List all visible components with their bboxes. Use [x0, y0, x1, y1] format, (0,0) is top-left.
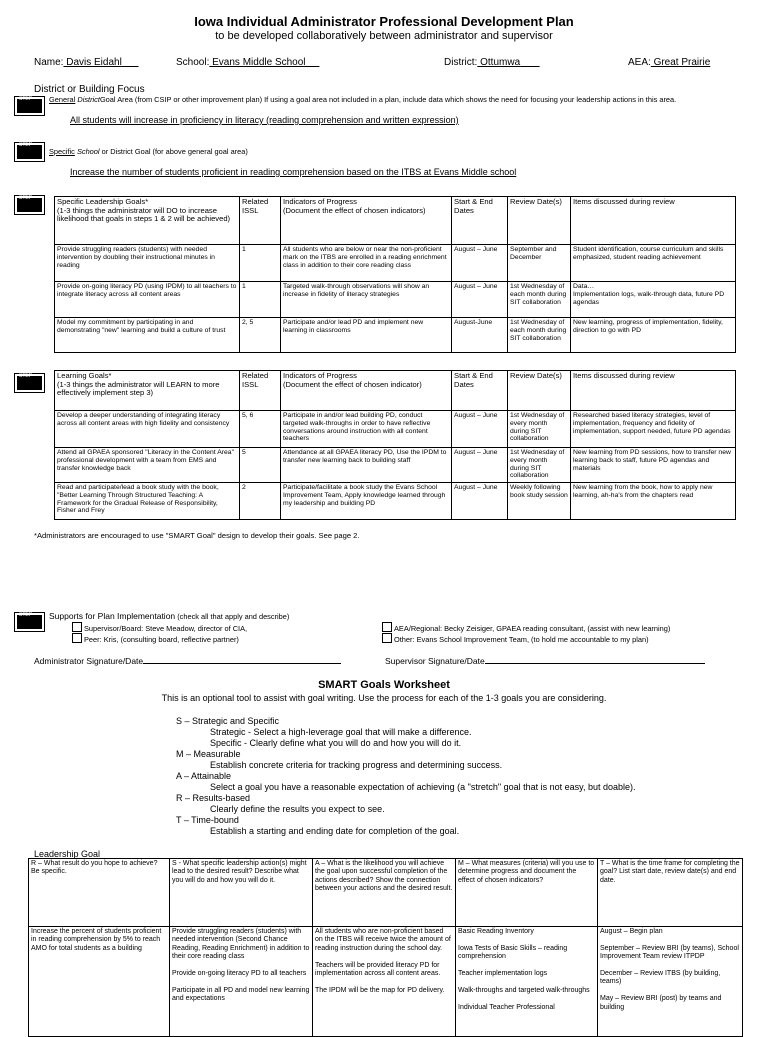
support-label: Other: Evans School Improvement Team, (to hold me accountable to my plan)	[394, 635, 649, 644]
smart-line-a: A – Attainable	[176, 771, 232, 781]
table-row	[55, 245, 736, 282]
table-row	[55, 411, 736, 448]
table-cell: Data… Implementation logs, walk-through data, future PD agendas	[571, 282, 736, 318]
learning-goals-table	[54, 370, 736, 520]
aea-field	[628, 57, 710, 68]
goal1-value: All students will increase in proficiency in literacy (reading comprehension and written expression)	[70, 115, 459, 125]
table-cell: August – June	[452, 245, 508, 282]
support-other[interactable]	[382, 633, 649, 644]
table-cell: Attend all GPAEA sponsored "Literacy in the Content Area" professional development with a team from EMS and transfer knowledge back	[55, 448, 240, 483]
table-cell: Targeted walk-through observations will show an increase in fidelity of literacy strategies	[281, 282, 452, 318]
step-marker-3: STEP	[15, 196, 44, 214]
table-row	[55, 483, 736, 520]
smart-intro: This is an optional tool to assist with goal writing. Use the process for each of the 1-3 goals you are considering.	[161, 693, 607, 703]
table-cell: New learning, progress of implementation, fidelity, direction to go with PD	[571, 318, 736, 353]
smart-line-r: R – Results-based	[176, 793, 251, 803]
header-cell: Related ISSL	[240, 371, 281, 411]
table-cell: Provide struggling readers (students) with needed intervention by doubling their instructional minutes in reading	[55, 245, 240, 282]
smart-line-timebound: Establish a starting and ending date for completion of the goal.	[210, 826, 460, 836]
document-subtitle: to be developed collaboratively between administrator and supervisor	[215, 30, 553, 42]
table-cell: All students who are below or near the non-proficient mark on the ITBS are enrolled in a reading enrichment class in addition to their core reading class	[281, 245, 452, 282]
table-cell: Student identification, course curriculum and skills emphasized, student reading achievement	[571, 245, 736, 282]
table-cell: August – June	[452, 483, 508, 520]
smart-line-s: S – Strategic and Specific	[176, 716, 280, 726]
other-checkbox[interactable]	[382, 633, 392, 643]
header-cell: Review Date(s)	[508, 371, 571, 411]
support-label: Supervisor/Board: Steve Meadow, director of CIA,	[84, 624, 248, 633]
name-field	[34, 57, 138, 68]
goal2-value: Increase the number of students proficient in reading comprehension based on the ITBS at Evans Middle school	[70, 167, 517, 177]
table-cell: August – June	[452, 282, 508, 318]
header-cell: Items discussed during review	[571, 197, 736, 245]
goal2-italic: School	[74, 147, 100, 156]
smart-worksheet-title: SMART Goals Worksheet	[318, 679, 450, 691]
table-cell: 2, 5	[240, 318, 281, 353]
support-peer[interactable]	[72, 633, 239, 644]
name-label: Name:	[34, 57, 64, 68]
table-cell: Read and participate/lead a book study with the book, "Better Learning Through Structured Teaching: A Framework for the Gradual Release of Responsibility, Fisher and Frey	[55, 483, 240, 520]
smart-line-m: M – Measurable	[176, 749, 241, 759]
header-cell: Start & End Dates	[452, 371, 508, 411]
admin-signature-label: Administrator Signature/Date	[34, 656, 144, 666]
table-cell: Participate and/or lead PD and implement new learning in classrooms	[281, 318, 452, 353]
table-header-row	[29, 859, 743, 927]
goal2-text: or District Goal (for above general goal area)	[99, 147, 248, 156]
focus-heading: District or Building Focus	[34, 84, 145, 95]
smart-line-results: Clearly define the results you expect to see.	[210, 804, 385, 814]
table-cell: Basic Reading Inventory Iowa Tests of Basic Skills – reading comprehension Teacher implementation logs Walk-throughs and targeted walk-throughs Individual Teacher Professional	[456, 927, 598, 1037]
table-cell: 2	[240, 483, 281, 520]
header-cell: T – What is the time frame for completing the goal? List start date, review date(s) and end date.	[598, 859, 743, 927]
smart-line-strategic: Strategic - Select a high-leverage goal that will make a difference.	[210, 727, 472, 737]
table-row	[55, 448, 736, 483]
school-label: School:	[176, 57, 210, 68]
goal1-description	[49, 96, 729, 105]
smart-line-attainable: Select a goal you have a reasonable expectation of achieving (a "stretch" goal that is not easy, but doable).	[210, 782, 636, 792]
header-cell: R – What result do you hope to achieve? Be specific.	[29, 859, 170, 927]
document-title: Iowa Individual Administrator Professional Development Plan	[194, 14, 574, 29]
support-label: AEA/Regional: Becky Zeisiger, GPAEA reading consultant, (assist with new learning)	[394, 624, 671, 633]
table-cell: 1st Wednesday of every month during SIT collaboration	[508, 448, 571, 483]
district-value: Ottumwa	[477, 57, 521, 68]
goal1-label: General	[49, 95, 76, 104]
table-cell: New learning from the book, how to apply new learning, ah-ha's from the chapters read	[571, 483, 736, 520]
table-cell: 1st Wednesday of each month during SIT collaboration	[508, 282, 571, 318]
table-cell: August – June	[452, 411, 508, 448]
header-cell: Review Date(s)	[508, 197, 571, 245]
goal2-description	[49, 148, 729, 157]
school-field	[176, 57, 319, 68]
smart-line-t: T – Time-bound	[176, 815, 239, 825]
table-cell: 1st Wednesday of each month during SIT collaboration	[508, 318, 571, 353]
step-marker-4: STEP	[15, 374, 44, 392]
table-cell: September and December	[508, 245, 571, 282]
name-value: Davis Eidahl	[63, 57, 122, 68]
supervisor-signature-line	[385, 656, 705, 666]
header-cell: S - What specific leadership action(s) might lead to the desired result? Describe what you will do and how you will do it.	[170, 859, 313, 927]
goal2-label: Specific	[49, 147, 75, 156]
header-cell: Related ISSL	[240, 197, 281, 245]
table-row	[55, 282, 736, 318]
support-label: Peer: Kris, (consulting board, reflective partner)	[84, 635, 239, 644]
table-row	[29, 927, 743, 1037]
support-supervisor[interactable]	[72, 622, 247, 633]
supports-heading: Supports for Plan Implementation	[49, 611, 176, 621]
goal1-italic: District	[75, 95, 100, 104]
table-cell: Weekly following book study session	[508, 483, 571, 520]
goal1-text: Goal Area (from CSIP or other improvement plan) If using a goal area not included in a plan, include data which shows the need for focusing your leadership actions in this area.	[99, 95, 677, 104]
table-cell: Develop a deeper understanding of integrating literacy across all content areas with high fidelity and consistency	[55, 411, 240, 448]
admin-signature-line	[34, 656, 341, 666]
supervisor-checkbox[interactable]	[72, 622, 82, 632]
header-cell: A – What is the likelihood you will achieve the goal upon successful completion of the actions described? Show the connection between your actions and the desired result.	[313, 859, 456, 927]
table-cell: 1	[240, 282, 281, 318]
smart-line-measurable: Establish concrete criteria for tracking progress and determining success.	[210, 760, 503, 770]
supervisor-signature-label: Supervisor Signature/Date	[385, 656, 485, 666]
leadership-goals-table	[54, 196, 736, 353]
table-cell: Attendance at all GPAEA literacy PD, Use the IPDM to transfer new learning back to building staff	[281, 448, 452, 483]
supports-heading-note: (check all that apply and describe)	[175, 612, 290, 621]
table-cell: August – June	[452, 448, 508, 483]
step-marker-1: STEP	[15, 97, 44, 115]
table-cell: August-June	[452, 318, 508, 353]
table-cell: 1st Wednesday of every month during SIT collaboration	[508, 411, 571, 448]
support-aea[interactable]	[382, 622, 670, 633]
table-cell: Participate in and/or lead building PD, conduct targeted walk-throughs in order to have reflective conversations around instruction with all content teachers	[281, 411, 452, 448]
header-cell: Items discussed during review	[571, 371, 736, 411]
leadership-goal-heading: Leadership Goal	[34, 849, 101, 859]
header-cell: Indicators of Progress (Document the effect of chosen indicator)	[281, 371, 452, 411]
table-cell: 5, 6	[240, 411, 281, 448]
step-marker-5: STEP	[15, 613, 44, 631]
table-cell: 5	[240, 448, 281, 483]
step-marker-2: STEP	[15, 143, 44, 161]
leadership-goal-table	[28, 858, 743, 1037]
table-cell: 1	[240, 245, 281, 282]
table-cell: Provide on-going literacy PD (using IPDM) to all teachers to integrate literacy across all content areas	[55, 282, 240, 318]
aea-label: AEA:	[628, 57, 651, 68]
header-cell: M – What measures (criteria) will you use to determine progress and document the effect of chosen indicators?	[456, 859, 598, 927]
aea-checkbox[interactable]	[382, 622, 392, 632]
smart-line-specific: Specific - Clearly define what you will do and how you will do it.	[210, 738, 462, 748]
table-row	[55, 318, 736, 353]
aea-value: Great Prairie	[650, 57, 711, 68]
peer-checkbox[interactable]	[72, 633, 82, 643]
table-cell: Researched based literacy strategies, level of implementation, frequency and fidelity of implementation, support needed, future PD agendas	[571, 411, 736, 448]
table-cell: August – Begin plan September – Review BRI (by teams), School Improvement Team review ITPDP December – Review ITBS (by building, teams) May – Review BRI (post) by teams and building	[598, 927, 743, 1037]
table-cell: Participate/facilitate a book study the Evans School Improvement Team, Apply knowledge learned through my leadership and building PD	[281, 483, 452, 520]
table-header-row	[55, 371, 736, 411]
table-cell: New learning from PD sessions, how to transfer new learning back to staff, future PD agendas and materials	[571, 448, 736, 483]
table-header-row	[55, 197, 736, 245]
header-cell: Learning Goals* (1-3 things the administrator will LEARN to more effectively implement step 3)	[55, 371, 240, 411]
table-cell: Provide struggling readers (students) with needed intervention (Second Chance Reading, Reading Enrichment) in addition to their core reading class Provide on-going literacy PD to all teachers Participate in all PD and model new learning and expectations	[170, 927, 313, 1037]
table-cell: All students who are non-proficient based on the ITBS will receive twice the amount of reading instruction during the school day. Teachers will be provided literacy PD for implementation across all content areas. The IPDM will be the map for PD delivery.	[313, 927, 456, 1037]
header-cell: Start & End Dates	[452, 197, 508, 245]
school-value: Evans Middle School	[209, 57, 306, 68]
smart-goal-note: *Administrators are encouraged to use "SMART Goal" design to develop their goals. See page 2.	[34, 531, 360, 540]
table-cell: Model my commitment by participating in and demonstrating "new" learning and build a culture of trust	[55, 318, 240, 353]
table-cell: Increase the percent of students proficient in reading comprehension by 5% to reach AMO for total students as a building	[29, 927, 170, 1037]
header-cell: Indicators of Progress (Document the effect of chosen indicators)	[281, 197, 452, 245]
header-cell: Specific Leadership Goals* (1-3 things the administrator will DO to increase likelihood that goals in steps 1 & 2 will be achieved)	[55, 197, 240, 245]
supports-heading-block	[49, 611, 289, 621]
smart-lines	[176, 716, 636, 837]
district-label: District:	[444, 57, 478, 68]
district-field	[444, 57, 540, 68]
